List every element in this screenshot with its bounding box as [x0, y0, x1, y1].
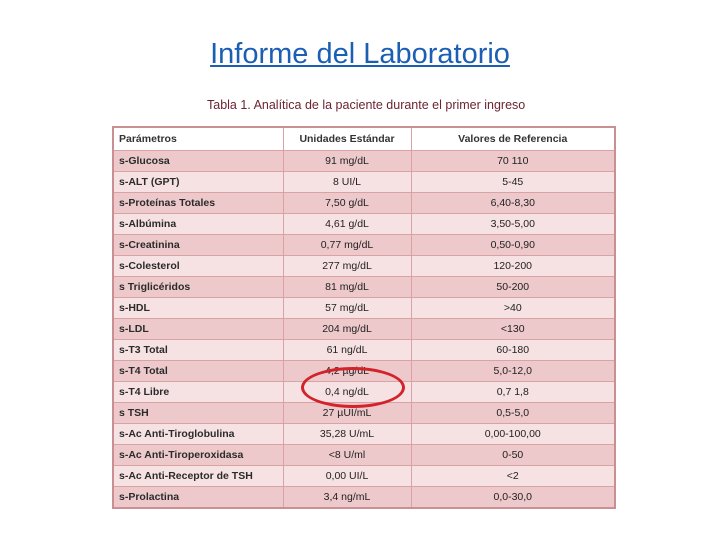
standard-value-cell: 0,00 UI/L [283, 466, 411, 487]
table-row [113, 319, 615, 340]
reference-range-cell: 60-180 [411, 340, 615, 361]
parameter-cell: s-Ac Anti-Receptor de TSH [113, 466, 283, 487]
reference-range-cell: 50-200 [411, 277, 615, 298]
table-row [113, 403, 615, 424]
reference-range-cell: 3,50-5,00 [411, 214, 615, 235]
column-header-parameters: Parámetros [113, 127, 283, 151]
parameter-cell: s-Proteínas Totales [113, 193, 283, 214]
standard-value-cell: 57 mg/dL [283, 298, 411, 319]
column-header-reference-values: Valores de Referencia [411, 127, 615, 151]
standard-value-cell: 91 mg/dL [283, 151, 411, 172]
standard-value-cell: 0,4 ng/dL [283, 382, 411, 403]
reference-range-cell: 0,5-5,0 [411, 403, 615, 424]
parameter-cell: s-ALT (GPT) [113, 172, 283, 193]
reference-range-cell: 0-50 [411, 445, 615, 466]
table-header-row [113, 127, 615, 151]
parameter-cell: s-Glucosa [113, 151, 283, 172]
standard-value-cell: 204 mg/dL [283, 319, 411, 340]
reference-range-cell: 120-200 [411, 256, 615, 277]
reference-range-cell: <130 [411, 319, 615, 340]
reference-range-cell: <2 [411, 466, 615, 487]
reference-range-cell: 0,0-30,0 [411, 487, 615, 509]
standard-value-cell: 0,77 mg/dL [283, 235, 411, 256]
reference-range-cell: 6,40-8,30 [411, 193, 615, 214]
table-row [113, 214, 615, 235]
reference-range-cell: 0,00-100,00 [411, 424, 615, 445]
reference-range-cell: 70 110 [411, 151, 615, 172]
parameter-cell: s-Prolactina [113, 487, 283, 509]
parameter-cell: s-Creatinina [113, 235, 283, 256]
reference-range-cell: >40 [411, 298, 615, 319]
parameter-cell: s-LDL [113, 319, 283, 340]
parameter-cell: s-Ac Anti-Tiroperoxidasa [113, 445, 283, 466]
reference-range-cell: 5,0-12,0 [411, 361, 615, 382]
parameter-cell: s TSH [113, 403, 283, 424]
table-body [113, 151, 615, 509]
table-row [113, 151, 615, 172]
parameter-cell: s-T4 Libre [113, 382, 283, 403]
standard-value-cell: 27 µUI/mL [283, 403, 411, 424]
column-header-standard-units: Unidades Estándar [283, 127, 411, 151]
table-row [113, 193, 615, 214]
standard-value-cell: 8 UI/L [283, 172, 411, 193]
parameter-cell: s-T4 Total [113, 361, 283, 382]
standard-value-cell: 277 mg/dL [283, 256, 411, 277]
slide-title: Informe del Laboratorio [210, 38, 510, 70]
table-row [113, 298, 615, 319]
reference-range-cell: 5-45 [411, 172, 615, 193]
standard-value-cell: 4,2 µg/dL [283, 361, 411, 382]
standard-value-cell: <8 U/ml [283, 445, 411, 466]
standard-value-cell: 35,28 U/mL [283, 424, 411, 445]
table-row [113, 361, 615, 382]
table-row [113, 340, 615, 361]
table-row [113, 277, 615, 298]
table-row [113, 445, 615, 466]
parameter-cell: s-Albúmina [113, 214, 283, 235]
parameter-cell: s-Colesterol [113, 256, 283, 277]
table-row [113, 466, 615, 487]
parameter-cell: s-HDL [113, 298, 283, 319]
parameter-cell: s-Ac Anti-Tiroglobulina [113, 424, 283, 445]
standard-value-cell: 81 mg/dL [283, 277, 411, 298]
standard-value-cell: 61 ng/dL [283, 340, 411, 361]
table-row [113, 382, 615, 403]
reference-range-cell: 0,50-0,90 [411, 235, 615, 256]
parameter-cell: s Triglicéridos [113, 277, 283, 298]
standard-value-cell: 3,4 ng/mL [283, 487, 411, 509]
table-row [113, 172, 615, 193]
reference-range-cell: 0,7 1,8 [411, 382, 615, 403]
table-row [113, 424, 615, 445]
table-caption: Tabla 1. Analítica de la paciente durante el primer ingreso [207, 98, 526, 112]
table-row [113, 256, 615, 277]
parameter-cell: s-T3 Total [113, 340, 283, 361]
standard-value-cell: 7,50 g/dL [283, 193, 411, 214]
standard-value-cell: 4,61 g/dL [283, 214, 411, 235]
table-row [113, 487, 615, 509]
lab-results-table [112, 126, 616, 509]
table-row [113, 235, 615, 256]
